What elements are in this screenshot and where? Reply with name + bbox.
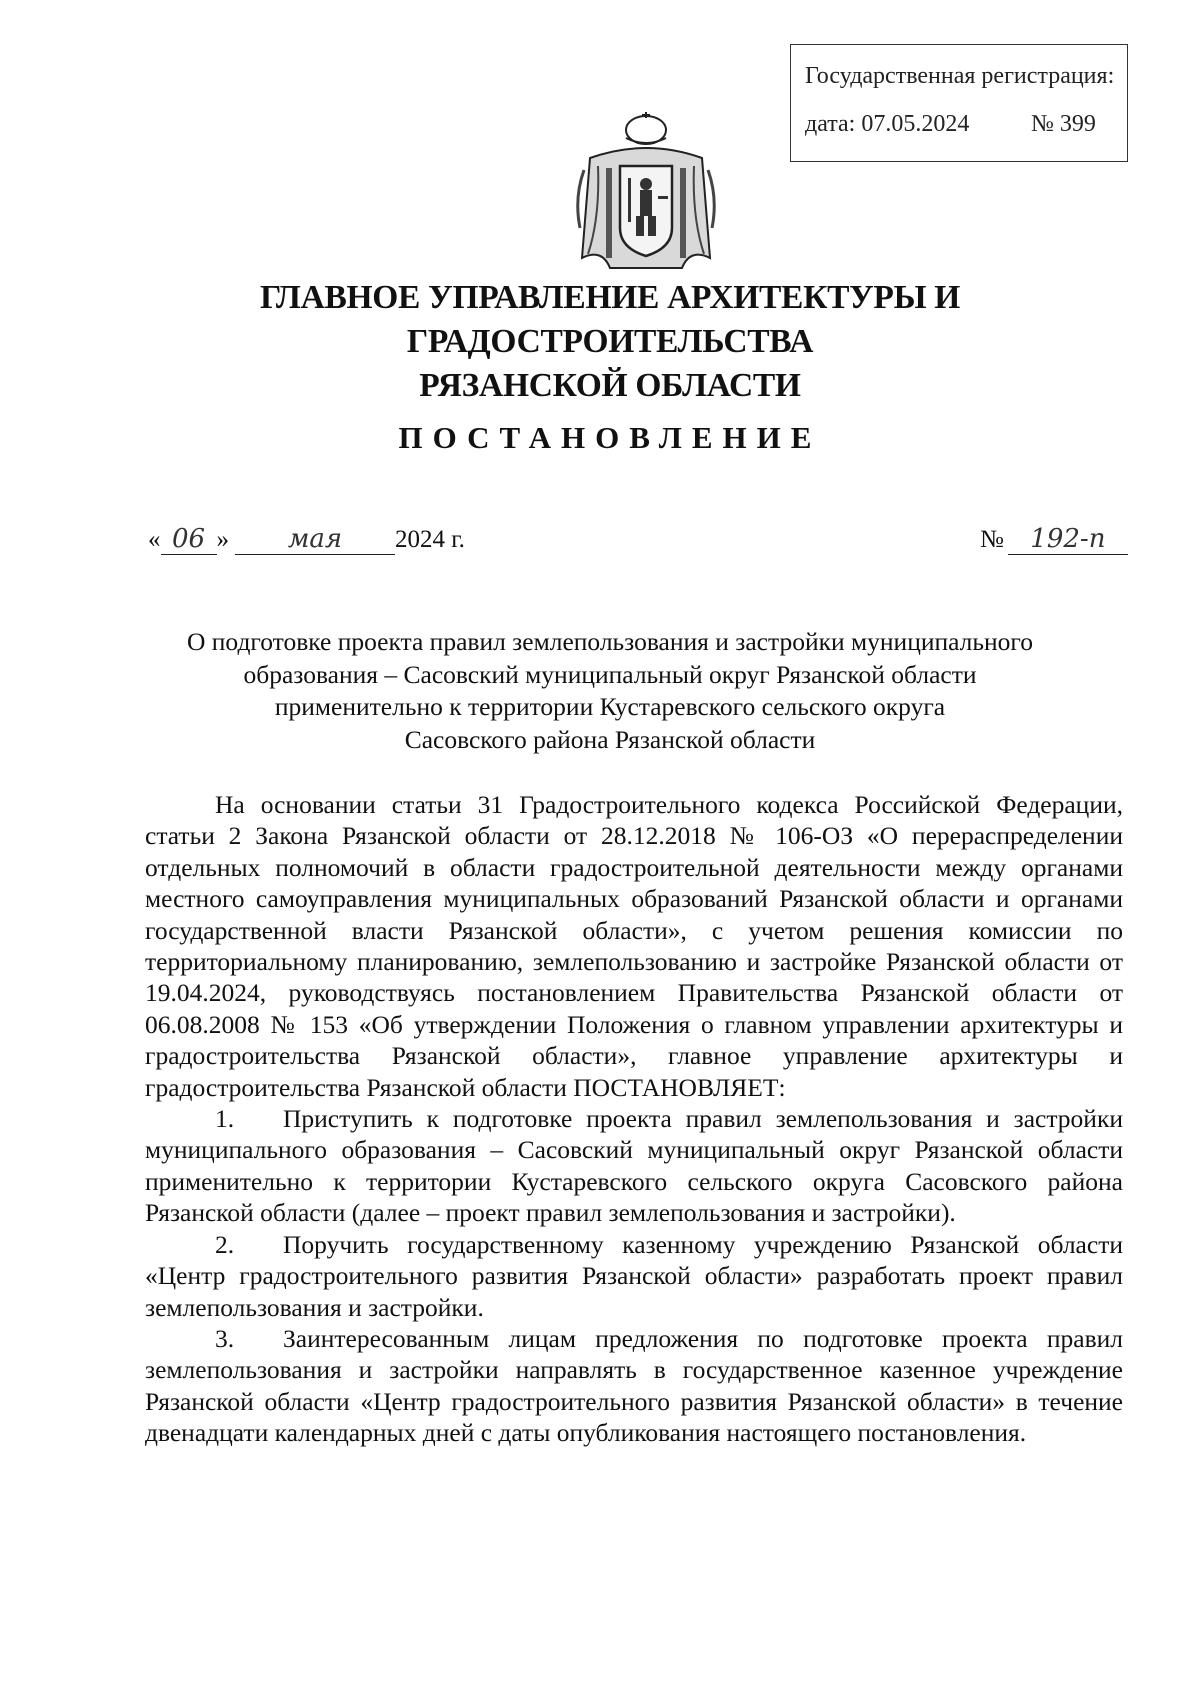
registration-stamp (790, 44, 1128, 162)
item-text: Приступить к подготовке проекта правил землепользования и застройки муниципального образования – Сасовский муниципальный округ Рязанской области применительно к территории Кустаревского сельского округа Сасовского района Рязанской области (далее – проект правил землепользования и застройки). (145, 1104, 1123, 1228)
item-text: Поручить государственному казенному учреждению Рязанской области «Центр градостроительного развития Рязанской области» разработать проект правил землепользования и застройки. (145, 1229, 1123, 1322)
document-type: ПОСТАНОВЛЕНИЕ (398, 420, 822, 455)
subject-line1: О подготовке проекта правил землепользования и застройки муниципального (187, 627, 1033, 656)
body-preamble: На основании статьи 31 Градостроительного кодекса Российской Федерации, статьи 2 Закона Рязанской области от 28.12.2018 № 106-ОЗ «О перераспределении отдельных полномочий в области градостроительной деятельности между органами местного самоуправления муниципальных образований Рязанской области и органами государственной власти Рязанской области», с учетом решения комиссии по территориальному планированию, землепользованию и застройке Рязанской области от 19.04.2024, руководствуясь постановлением Правительства Рязанской области от 06.08.2008 № 153 «Об утверждении Положения о главном управлении архитектуры и градостроительства Рязанской области», главное управление архитектуры и градостроительства Рязанской области ПОСТАНОВЛЯЕТ: (145, 790, 1123, 1102)
date-open-quote: « (148, 526, 161, 553)
subject-line4: Сасовского района Рязанской области (404, 724, 816, 754)
document-body (145, 789, 1123, 1449)
number-value: 192-п (1008, 524, 1128, 555)
date-year: 2024 г. (395, 526, 465, 553)
date-day: 06 (161, 524, 217, 555)
organization-title-line2: РЯЗАНСКОЙ ОБЛАСТИ (419, 367, 801, 404)
item-number: 1. (215, 1104, 235, 1134)
subject-line3: применительно к территории Кустаревского сельского округа (274, 692, 946, 721)
date-month: мая (235, 524, 395, 555)
item-number: 3. (215, 1323, 235, 1353)
body-item-3 (145, 1323, 1123, 1449)
document-number (980, 524, 1128, 555)
number-prefix: № (980, 526, 1004, 553)
date-close-quote: » (216, 526, 229, 553)
item-text: Заинтересованным лицам предложения по подготовке проекта правил землепользования и застройки направлять в государственное казенное учреждение Рязанской области «Центр градостроительного развития Рязанской области» в течение двенадцати календарных дней с даты опубликования настоящего постановления. (145, 1323, 1123, 1448)
body-item-1 (145, 1103, 1123, 1229)
coat-of-arms-icon (570, 108, 722, 278)
item-number: 2. (215, 1229, 235, 1259)
body-item-2 (145, 1229, 1123, 1323)
subject-line2: образования – Сасовский муниципальный округ Рязанской области (243, 659, 977, 689)
organization-title-line1: ГЛАВНОЕ УПРАВЛЕНИЕ АРХИТЕКТУРЫ И ГРАДОСТРОИТЕЛЬСТВА (259, 279, 961, 360)
registration-date: дата: 07.05.2024 (805, 111, 970, 137)
document-date (148, 524, 465, 555)
organization-title (60, 276, 1160, 408)
document-subject (140, 626, 1080, 756)
registration-number: № 399 (1031, 111, 1096, 137)
registration-title: Государственная регистрация: (805, 63, 1115, 89)
